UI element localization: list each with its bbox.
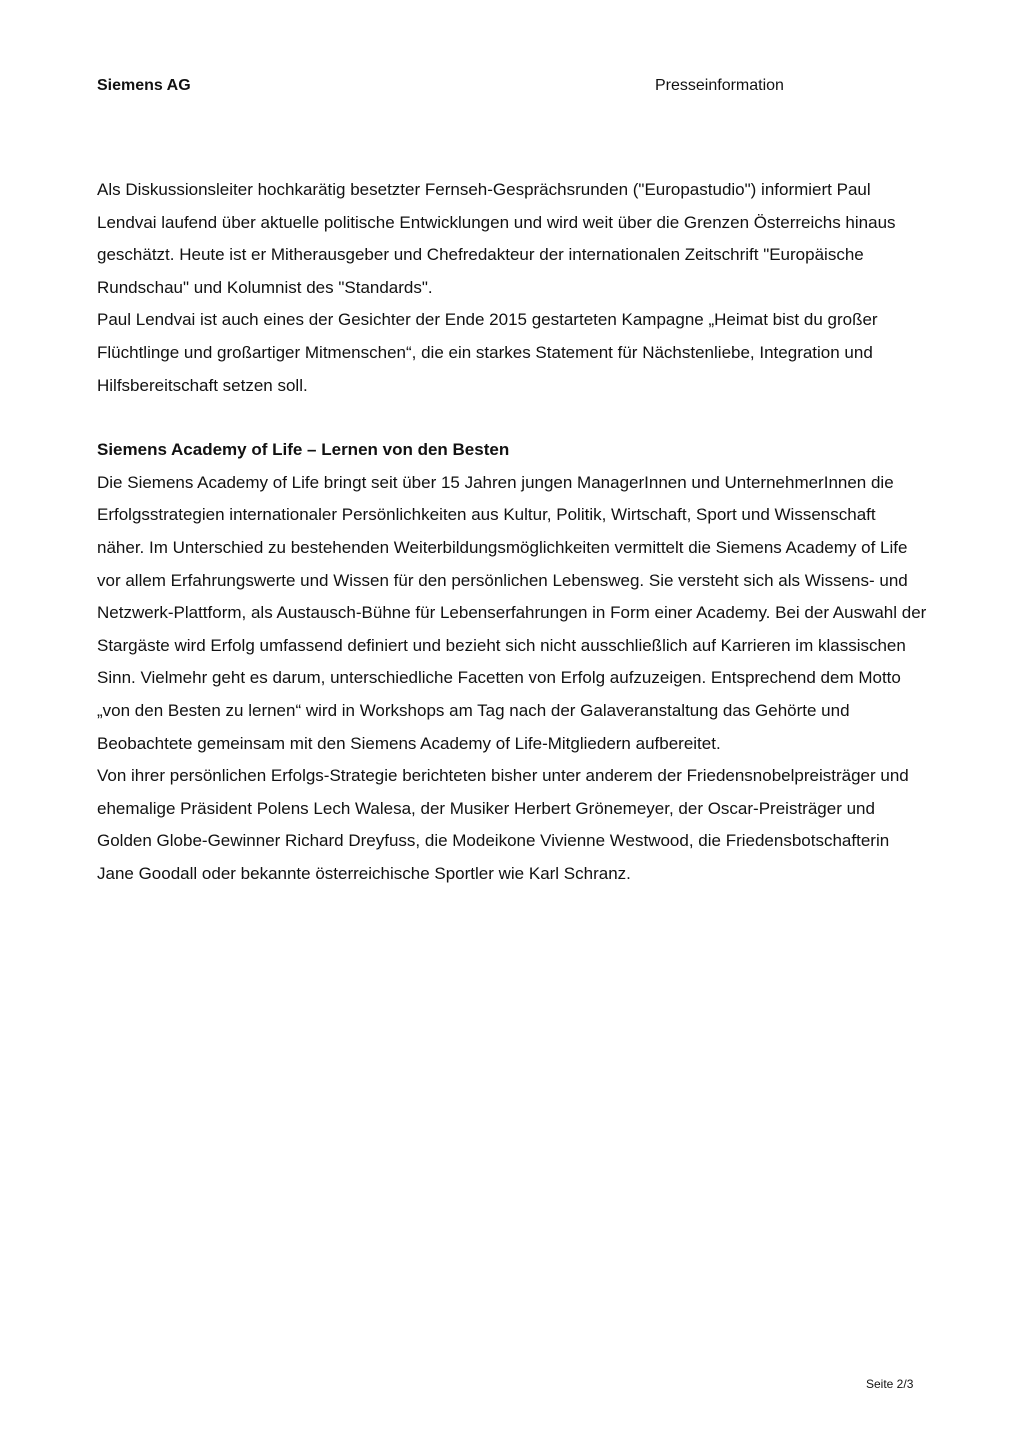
section-spacer <box>97 402 927 434</box>
paragraph-lendvai-intro: Als Diskussionsleiter hochkarätig besetzter Fernseh-Gesprächsrunden ("Europastudio") informiert Paul Lendvai laufend über aktuelle politische Entwicklungen und wird weit über die Grenzen Österreichs hinaus geschätzt. Heute ist er Mitherausgeber und Chefredakteur der internationalen Zeitschrift "Europäische Rundschau" und Kolumnist des "Standards". <box>97 180 896 297</box>
company-name: Siemens AG <box>97 77 191 94</box>
paragraph-speakers: Von ihrer persönlichen Erfolgs-Strategie berichteten bisher unter anderem der Friedensnobelpreisträger und ehemalige Präsident Polens Lech Walesa, der Musiker Herbert Grönemeyer, der Oscar-Preisträger und Golden Globe-Gewinner Richard Dreyfuss, die Modeikone Vivienne Westwood, die Friedensbotschafterin Jane Goodall oder bekannte österreichische Sportler wie Karl Schranz. <box>97 766 909 883</box>
page-number: Seite 2/3 <box>866 1377 914 1391</box>
section-heading: Siemens Academy of Life – Lernen von den Besten <box>97 440 510 460</box>
paragraph-campaign: Paul Lendvai ist auch eines der Gesichter der Ende 2015 gestarteten Kampagne „Heimat bist du großer Flüchtlinge und großartiger Mitmenschen“, die ein starkes Statement für Nächstenliebe, Integration und Hilfsbereitschaft setzen soll. <box>97 310 878 395</box>
document-body <box>97 174 927 890</box>
paragraph-academy: Die Siemens Academy of Life bringt seit über 15 Jahren jungen ManagerInnen und UnternehmerInnen die Erfolgsstrategien internationaler Persönlichkeiten aus Kultur, Politik, Wirtschaft, Sport und Wissenschaft näher. Im Unterschied zu bestehenden Weiterbildungsmöglichkeiten vermittelt die Siemens Academy of Life vor allem Erfahrungswerte und Wissen für den persönlichen Lebensweg. Sie versteht sich als Wissens- und Netzwerk-Plattform, als Austausch-Bühne für Lebenserfahrungen in Form einer Academy. Bei der Auswahl der Stargäste wird Erfolg umfassend definiert und bezieht sich nicht ausschließlich auf Karrieren im klassischen Sinn. Vielmehr geht es darum, unterschiedliche Facetten von Erfolg aufzuzeigen. Entsprechend dem Motto „von den Besten zu lernen“ wird in Workshops am Tag nach der Galaveranstaltung das Gehörte und Beobachtete gemeinsam mit den Siemens Academy of Life-Mitgliedern aufbereitet. <box>97 472 927 753</box>
document-type: Presseinformation <box>655 77 784 94</box>
